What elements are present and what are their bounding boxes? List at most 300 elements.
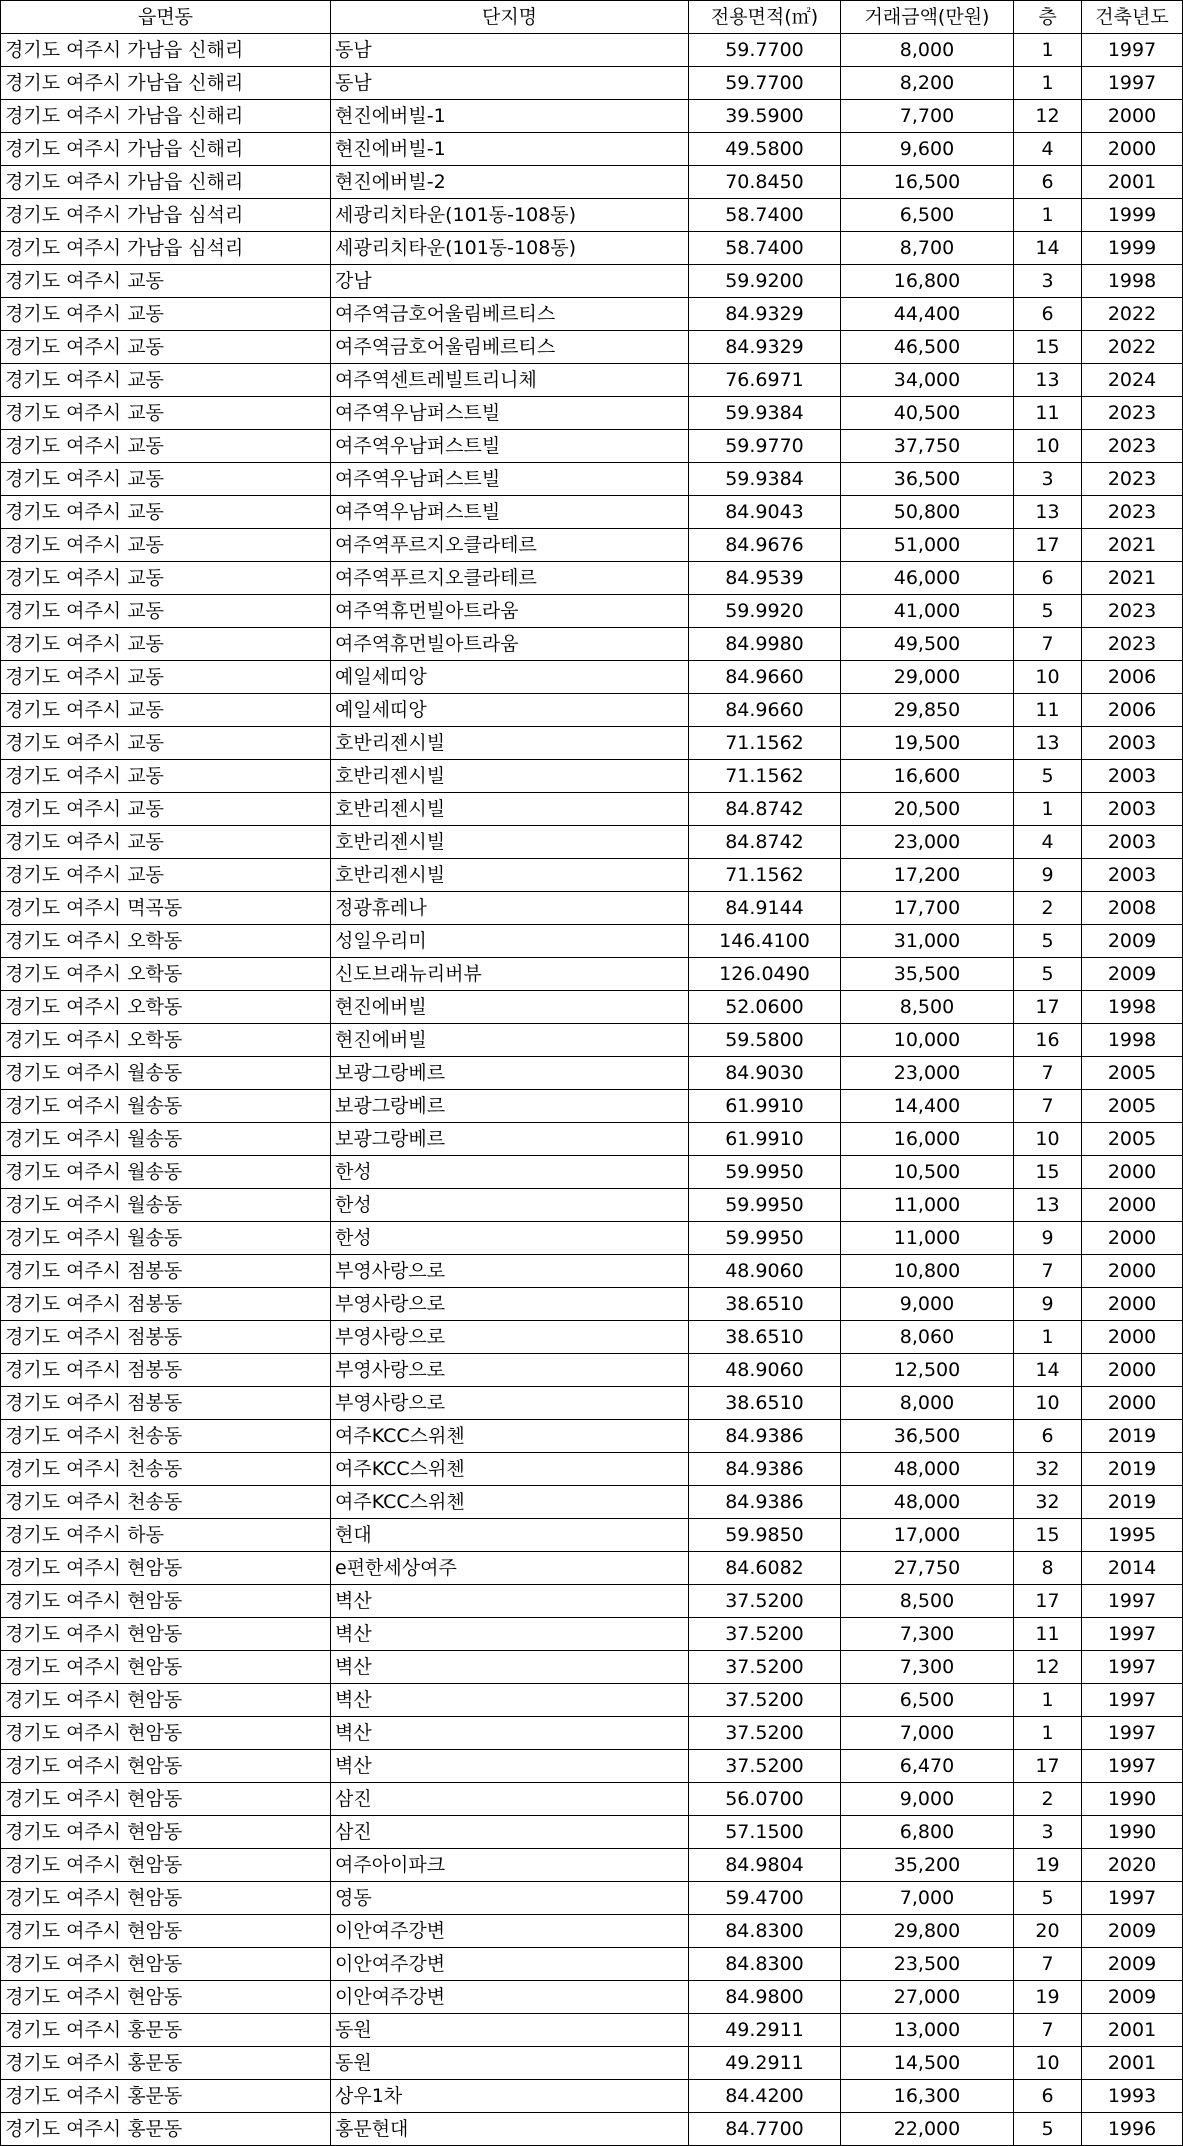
cell-build-year: 1998 xyxy=(1082,991,1183,1024)
cell-build-year: 2006 xyxy=(1082,694,1183,727)
cell-build-year: 2003 xyxy=(1082,793,1183,826)
cell-complex-name: 현진에버빌 xyxy=(331,1024,689,1057)
cell-complex-name: 예일세띠앙 xyxy=(331,694,689,727)
table-row xyxy=(1,694,1183,727)
cell-complex-name: 세광리치타운(101동-108동) xyxy=(331,199,689,232)
cell-floor: 7 xyxy=(1014,1057,1082,1090)
cell-price: 41,000 xyxy=(841,595,1014,628)
table-row xyxy=(1,331,1183,364)
cell-region: 경기도 여주시 홍문동 xyxy=(1,2113,331,2146)
cell-floor: 19 xyxy=(1014,1981,1082,2014)
cell-complex-name: 동남 xyxy=(331,34,689,67)
cell-complex-name: 부영사랑으로 xyxy=(331,1387,689,1420)
cell-build-year: 2023 xyxy=(1082,430,1183,463)
cell-area: 84.6082 xyxy=(689,1552,841,1585)
cell-build-year: 2023 xyxy=(1082,397,1183,430)
cell-area: 59.9770 xyxy=(689,430,841,463)
cell-price: 48,000 xyxy=(841,1453,1014,1486)
cell-complex-name: 부영사랑으로 xyxy=(331,1321,689,1354)
cell-complex-name: 한성 xyxy=(331,1222,689,1255)
table-row xyxy=(1,496,1183,529)
cell-build-year: 1998 xyxy=(1082,1024,1183,1057)
cell-area: 56.0700 xyxy=(689,1783,841,1816)
cell-price: 13,000 xyxy=(841,2014,1014,2047)
cell-complex-name: 동원 xyxy=(331,2014,689,2047)
cell-price: 19,500 xyxy=(841,727,1014,760)
cell-complex-name: 현진에버빌 xyxy=(331,991,689,1024)
cell-build-year: 1996 xyxy=(1082,2113,1183,2146)
cell-floor: 12 xyxy=(1014,1651,1082,1684)
table-row xyxy=(1,2080,1183,2113)
cell-price: 16,600 xyxy=(841,760,1014,793)
cell-region: 경기도 여주시 교동 xyxy=(1,793,331,826)
cell-complex-name: 호반리젠시빌 xyxy=(331,826,689,859)
cell-region: 경기도 여주시 천송동 xyxy=(1,1486,331,1519)
cell-area: 37.5200 xyxy=(689,1684,841,1717)
cell-region: 경기도 여주시 교동 xyxy=(1,331,331,364)
cell-area: 84.9043 xyxy=(689,496,841,529)
cell-region: 경기도 여주시 월송동 xyxy=(1,1189,331,1222)
cell-price: 11,000 xyxy=(841,1222,1014,1255)
cell-floor: 4 xyxy=(1014,826,1082,859)
cell-build-year: 2008 xyxy=(1082,892,1183,925)
table-row xyxy=(1,859,1183,892)
cell-floor: 32 xyxy=(1014,1486,1082,1519)
cell-price: 31,000 xyxy=(841,925,1014,958)
cell-region: 경기도 여주시 교동 xyxy=(1,760,331,793)
cell-price: 10,500 xyxy=(841,1156,1014,1189)
cell-floor: 7 xyxy=(1014,2014,1082,2047)
cell-complex-name: 벽산 xyxy=(331,1750,689,1783)
cell-price: 48,000 xyxy=(841,1486,1014,1519)
table-row xyxy=(1,595,1183,628)
cell-complex-name: 부영사랑으로 xyxy=(331,1255,689,1288)
cell-price: 9,600 xyxy=(841,133,1014,166)
cell-build-year: 2014 xyxy=(1082,1552,1183,1585)
table-row xyxy=(1,1519,1183,1552)
cell-region: 경기도 여주시 교동 xyxy=(1,397,331,430)
cell-price: 8,000 xyxy=(841,34,1014,67)
cell-complex-name: 정광휴레나 xyxy=(331,892,689,925)
cell-build-year: 2005 xyxy=(1082,1090,1183,1123)
cell-area: 84.9660 xyxy=(689,661,841,694)
cell-area: 59.9950 xyxy=(689,1156,841,1189)
cell-region: 경기도 여주시 홍문동 xyxy=(1,2047,331,2080)
cell-floor: 1 xyxy=(1014,1717,1082,1750)
cell-price: 27,750 xyxy=(841,1552,1014,1585)
cell-floor: 2 xyxy=(1014,1783,1082,1816)
table-row xyxy=(1,67,1183,100)
cell-area: 59.7700 xyxy=(689,67,841,100)
table-row xyxy=(1,1255,1183,1288)
table-row xyxy=(1,100,1183,133)
cell-build-year: 1997 xyxy=(1082,1585,1183,1618)
cell-floor: 10 xyxy=(1014,2047,1082,2080)
cell-floor: 5 xyxy=(1014,595,1082,628)
cell-region: 경기도 여주시 현암동 xyxy=(1,1915,331,1948)
cell-region: 경기도 여주시 월송동 xyxy=(1,1123,331,1156)
cell-region: 경기도 여주시 점봉동 xyxy=(1,1288,331,1321)
cell-region: 경기도 여주시 현암동 xyxy=(1,1552,331,1585)
cell-area: 84.9800 xyxy=(689,1981,841,2014)
cell-build-year: 2000 xyxy=(1082,133,1183,166)
header-area: 전용면적(㎡) xyxy=(689,1,841,34)
cell-complex-name: 현진에버빌-1 xyxy=(331,133,689,166)
cell-area: 84.9804 xyxy=(689,1849,841,1882)
cell-complex-name: 동원 xyxy=(331,2047,689,2080)
cell-floor: 20 xyxy=(1014,1915,1082,1948)
cell-floor: 14 xyxy=(1014,1354,1082,1387)
cell-area: 59.4700 xyxy=(689,1882,841,1915)
cell-floor: 5 xyxy=(1014,760,1082,793)
cell-price: 29,850 xyxy=(841,694,1014,727)
cell-price: 16,800 xyxy=(841,265,1014,298)
cell-region: 경기도 여주시 교동 xyxy=(1,430,331,463)
cell-complex-name: 여주역센트레빌트리니체 xyxy=(331,364,689,397)
cell-area: 49.2911 xyxy=(689,2014,841,2047)
cell-area: 37.5200 xyxy=(689,1717,841,1750)
cell-region: 경기도 여주시 현암동 xyxy=(1,1717,331,1750)
cell-floor: 6 xyxy=(1014,562,1082,595)
cell-complex-name: 현진에버빌-2 xyxy=(331,166,689,199)
table-row xyxy=(1,1882,1183,1915)
cell-area: 59.9200 xyxy=(689,265,841,298)
cell-floor: 7 xyxy=(1014,1255,1082,1288)
cell-build-year: 2009 xyxy=(1082,1915,1183,1948)
cell-build-year: 2020 xyxy=(1082,1849,1183,1882)
cell-build-year: 2003 xyxy=(1082,760,1183,793)
cell-floor: 1 xyxy=(1014,34,1082,67)
cell-region: 경기도 여주시 점봉동 xyxy=(1,1354,331,1387)
cell-build-year: 2009 xyxy=(1082,958,1183,991)
cell-area: 38.6510 xyxy=(689,1288,841,1321)
cell-build-year: 1999 xyxy=(1082,232,1183,265)
table-row xyxy=(1,529,1183,562)
cell-area: 49.2911 xyxy=(689,2047,841,2080)
table-row xyxy=(1,1123,1183,1156)
cell-area: 84.8300 xyxy=(689,1948,841,1981)
cell-floor: 13 xyxy=(1014,496,1082,529)
cell-price: 9,000 xyxy=(841,1288,1014,1321)
header-build-year: 건축년도 xyxy=(1082,1,1183,34)
cell-price: 11,000 xyxy=(841,1189,1014,1222)
cell-price: 16,000 xyxy=(841,1123,1014,1156)
cell-price: 35,200 xyxy=(841,1849,1014,1882)
cell-price: 23,000 xyxy=(841,826,1014,859)
table-row xyxy=(1,1024,1183,1057)
cell-region: 경기도 여주시 현암동 xyxy=(1,1981,331,2014)
cell-complex-name: 벽산 xyxy=(331,1717,689,1750)
table-row xyxy=(1,463,1183,496)
cell-build-year: 2019 xyxy=(1082,1453,1183,1486)
cell-floor: 15 xyxy=(1014,1519,1082,1552)
cell-area: 84.4200 xyxy=(689,2080,841,2113)
cell-complex-name: 여주역푸르지오클라테르 xyxy=(331,562,689,595)
table-row xyxy=(1,1420,1183,1453)
cell-complex-name: 여주역우남퍼스트빌 xyxy=(331,496,689,529)
cell-build-year: 2009 xyxy=(1082,1981,1183,2014)
cell-build-year: 2000 xyxy=(1082,100,1183,133)
table-row xyxy=(1,1585,1183,1618)
cell-region: 경기도 여주시 현암동 xyxy=(1,1750,331,1783)
cell-area: 37.5200 xyxy=(689,1585,841,1618)
table-row xyxy=(1,2113,1183,2146)
cell-price: 12,500 xyxy=(841,1354,1014,1387)
cell-price: 23,000 xyxy=(841,1057,1014,1090)
cell-area: 84.8742 xyxy=(689,793,841,826)
cell-floor: 5 xyxy=(1014,925,1082,958)
cell-price: 8,700 xyxy=(841,232,1014,265)
cell-build-year: 1997 xyxy=(1082,1750,1183,1783)
cell-build-year: 2001 xyxy=(1082,2014,1183,2047)
cell-complex-name: 부영사랑으로 xyxy=(331,1288,689,1321)
cell-complex-name: 삼진 xyxy=(331,1816,689,1849)
cell-area: 59.9384 xyxy=(689,397,841,430)
cell-build-year: 2003 xyxy=(1082,727,1183,760)
cell-area: 39.5900 xyxy=(689,100,841,133)
cell-price: 8,500 xyxy=(841,1585,1014,1618)
cell-price: 20,500 xyxy=(841,793,1014,826)
cell-price: 6,500 xyxy=(841,199,1014,232)
cell-region: 경기도 여주시 교동 xyxy=(1,562,331,595)
table-row xyxy=(1,760,1183,793)
cell-region: 경기도 여주시 월송동 xyxy=(1,1222,331,1255)
cell-floor: 2 xyxy=(1014,892,1082,925)
cell-area: 37.5200 xyxy=(689,1618,841,1651)
cell-region: 경기도 여주시 교동 xyxy=(1,661,331,694)
cell-floor: 10 xyxy=(1014,1123,1082,1156)
table-row xyxy=(1,1783,1183,1816)
cell-build-year: 2000 xyxy=(1082,1222,1183,1255)
cell-build-year: 2019 xyxy=(1082,1486,1183,1519)
table-row xyxy=(1,397,1183,430)
table-row xyxy=(1,1090,1183,1123)
cell-price: 37,750 xyxy=(841,430,1014,463)
cell-area: 84.8742 xyxy=(689,826,841,859)
cell-complex-name: 성일우리미 xyxy=(331,925,689,958)
cell-build-year: 1990 xyxy=(1082,1783,1183,1816)
cell-floor: 9 xyxy=(1014,1222,1082,1255)
cell-region: 경기도 여주시 현암동 xyxy=(1,1882,331,1915)
cell-complex-name: 여주KCC스위첸 xyxy=(331,1453,689,1486)
cell-price: 46,000 xyxy=(841,562,1014,595)
cell-build-year: 2000 xyxy=(1082,1387,1183,1420)
cell-region: 경기도 여주시 천송동 xyxy=(1,1453,331,1486)
cell-region: 경기도 여주시 홍문동 xyxy=(1,2080,331,2113)
cell-floor: 8 xyxy=(1014,1552,1082,1585)
cell-region: 경기도 여주시 천송동 xyxy=(1,1420,331,1453)
cell-build-year: 1999 xyxy=(1082,199,1183,232)
table-row xyxy=(1,1321,1183,1354)
cell-build-year: 2023 xyxy=(1082,463,1183,496)
cell-floor: 1 xyxy=(1014,199,1082,232)
cell-region: 경기도 여주시 오학동 xyxy=(1,991,331,1024)
cell-price: 6,470 xyxy=(841,1750,1014,1783)
cell-build-year: 2019 xyxy=(1082,1420,1183,1453)
cell-complex-name: 여주역금호어울림베르티스 xyxy=(331,331,689,364)
cell-floor: 13 xyxy=(1014,364,1082,397)
table-row xyxy=(1,1057,1183,1090)
table-row xyxy=(1,562,1183,595)
cell-floor: 5 xyxy=(1014,2113,1082,2146)
cell-build-year: 2003 xyxy=(1082,826,1183,859)
cell-complex-name: 이안여주강변 xyxy=(331,1948,689,1981)
cell-complex-name: 호반리젠시빌 xyxy=(331,793,689,826)
cell-price: 23,500 xyxy=(841,1948,1014,1981)
table-row xyxy=(1,1948,1183,1981)
cell-area: 84.9030 xyxy=(689,1057,841,1090)
cell-area: 48.9060 xyxy=(689,1255,841,1288)
cell-region: 경기도 여주시 교동 xyxy=(1,694,331,727)
cell-build-year: 1997 xyxy=(1082,1651,1183,1684)
table-row xyxy=(1,199,1183,232)
cell-area: 76.6971 xyxy=(689,364,841,397)
table-row xyxy=(1,826,1183,859)
table-row xyxy=(1,34,1183,67)
cell-floor: 9 xyxy=(1014,1288,1082,1321)
cell-region: 경기도 여주시 교동 xyxy=(1,826,331,859)
cell-complex-name: 강남 xyxy=(331,265,689,298)
header-region: 읍면동 xyxy=(1,1,331,34)
cell-region: 경기도 여주시 현암동 xyxy=(1,1816,331,1849)
cell-price: 17,700 xyxy=(841,892,1014,925)
cell-area: 52.0600 xyxy=(689,991,841,1024)
cell-region: 경기도 여주시 교동 xyxy=(1,496,331,529)
cell-build-year: 2021 xyxy=(1082,529,1183,562)
cell-build-year: 2023 xyxy=(1082,628,1183,661)
cell-complex-name: 보광그랑베르 xyxy=(331,1090,689,1123)
cell-price: 8,000 xyxy=(841,1387,1014,1420)
cell-build-year: 2023 xyxy=(1082,595,1183,628)
cell-complex-name: 호반리젠시빌 xyxy=(331,727,689,760)
cell-complex-name: 벽산 xyxy=(331,1585,689,1618)
cell-area: 37.5200 xyxy=(689,1651,841,1684)
cell-build-year: 2001 xyxy=(1082,166,1183,199)
cell-floor: 17 xyxy=(1014,529,1082,562)
cell-build-year: 2000 xyxy=(1082,1255,1183,1288)
cell-floor: 3 xyxy=(1014,1816,1082,1849)
cell-region: 경기도 여주시 교동 xyxy=(1,727,331,760)
cell-area: 84.9386 xyxy=(689,1453,841,1486)
cell-area: 126.0490 xyxy=(689,958,841,991)
cell-complex-name: 여주역휴먼빌아트라움 xyxy=(331,628,689,661)
cell-area: 59.5800 xyxy=(689,1024,841,1057)
cell-complex-name: 여주아이파크 xyxy=(331,1849,689,1882)
cell-complex-name: 여주역우남퍼스트빌 xyxy=(331,430,689,463)
cell-region: 경기도 여주시 점봉동 xyxy=(1,1387,331,1420)
cell-area: 84.7700 xyxy=(689,2113,841,2146)
table-row xyxy=(1,1618,1183,1651)
cell-region: 경기도 여주시 가남읍 심석리 xyxy=(1,199,331,232)
cell-complex-name: 여주역금호어울림베르티스 xyxy=(331,298,689,331)
cell-area: 71.1562 xyxy=(689,859,841,892)
cell-region: 경기도 여주시 현암동 xyxy=(1,1585,331,1618)
cell-build-year: 2022 xyxy=(1082,298,1183,331)
cell-complex-name: 여주역우남퍼스트빌 xyxy=(331,397,689,430)
cell-complex-name: 벽산 xyxy=(331,1684,689,1717)
cell-price: 14,500 xyxy=(841,2047,1014,2080)
cell-price: 34,000 xyxy=(841,364,1014,397)
cell-region: 경기도 여주시 현암동 xyxy=(1,1948,331,1981)
table-row xyxy=(1,298,1183,331)
header-complex-name: 단지명 xyxy=(331,1,689,34)
cell-area: 49.5800 xyxy=(689,133,841,166)
cell-complex-name: 상우1차 xyxy=(331,2080,689,2113)
table-row xyxy=(1,1915,1183,1948)
table-row xyxy=(1,1552,1183,1585)
cell-area: 84.9386 xyxy=(689,1420,841,1453)
cell-price: 6,800 xyxy=(841,1816,1014,1849)
cell-region: 경기도 여주시 교동 xyxy=(1,628,331,661)
table-row xyxy=(1,1684,1183,1717)
cell-complex-name: 보광그랑베르 xyxy=(331,1123,689,1156)
cell-build-year: 1997 xyxy=(1082,1618,1183,1651)
cell-build-year: 2000 xyxy=(1082,1354,1183,1387)
cell-build-year: 2023 xyxy=(1082,496,1183,529)
cell-floor: 1 xyxy=(1014,1321,1082,1354)
cell-complex-name: 한성 xyxy=(331,1156,689,1189)
cell-build-year: 2000 xyxy=(1082,1321,1183,1354)
cell-floor: 16 xyxy=(1014,1024,1082,1057)
cell-region: 경기도 여주시 월송동 xyxy=(1,1090,331,1123)
cell-complex-name: 보광그랑베르 xyxy=(331,1057,689,1090)
cell-complex-name: 여주역푸르지오클라테르 xyxy=(331,529,689,562)
cell-area: 84.9980 xyxy=(689,628,841,661)
cell-price: 29,000 xyxy=(841,661,1014,694)
cell-floor: 1 xyxy=(1014,793,1082,826)
cell-floor: 7 xyxy=(1014,1090,1082,1123)
cell-floor: 15 xyxy=(1014,1156,1082,1189)
cell-region: 경기도 여주시 교동 xyxy=(1,265,331,298)
cell-price: 36,500 xyxy=(841,1420,1014,1453)
cell-region: 경기도 여주시 현암동 xyxy=(1,1618,331,1651)
cell-build-year: 1997 xyxy=(1082,34,1183,67)
cell-region: 경기도 여주시 가남읍 신해리 xyxy=(1,34,331,67)
cell-floor: 3 xyxy=(1014,463,1082,496)
cell-area: 48.9060 xyxy=(689,1354,841,1387)
cell-region: 경기도 여주시 점봉동 xyxy=(1,1321,331,1354)
cell-price: 14,400 xyxy=(841,1090,1014,1123)
cell-price: 16,500 xyxy=(841,166,1014,199)
cell-region: 경기도 여주시 점봉동 xyxy=(1,1255,331,1288)
cell-build-year: 1990 xyxy=(1082,1816,1183,1849)
table-row xyxy=(1,1222,1183,1255)
cell-build-year: 2009 xyxy=(1082,1948,1183,1981)
cell-price: 29,800 xyxy=(841,1915,1014,1948)
cell-build-year: 1997 xyxy=(1082,67,1183,100)
cell-region: 경기도 여주시 교동 xyxy=(1,298,331,331)
cell-price: 40,500 xyxy=(841,397,1014,430)
cell-area: 84.9539 xyxy=(689,562,841,595)
table-row xyxy=(1,925,1183,958)
cell-build-year: 1997 xyxy=(1082,1717,1183,1750)
cell-build-year: 1997 xyxy=(1082,1684,1183,1717)
cell-area: 71.1562 xyxy=(689,727,841,760)
cell-build-year: 2001 xyxy=(1082,2047,1183,2080)
cell-price: 7,700 xyxy=(841,100,1014,133)
cell-build-year: 1997 xyxy=(1082,1882,1183,1915)
cell-area: 84.9144 xyxy=(689,892,841,925)
cell-area: 57.1500 xyxy=(689,1816,841,1849)
cell-build-year: 2006 xyxy=(1082,661,1183,694)
cell-area: 59.9850 xyxy=(689,1519,841,1552)
cell-floor: 10 xyxy=(1014,430,1082,463)
table-row xyxy=(1,1288,1183,1321)
cell-complex-name: 호반리젠시빌 xyxy=(331,859,689,892)
cell-floor: 1 xyxy=(1014,1684,1082,1717)
cell-area: 59.9950 xyxy=(689,1189,841,1222)
cell-area: 61.9910 xyxy=(689,1090,841,1123)
